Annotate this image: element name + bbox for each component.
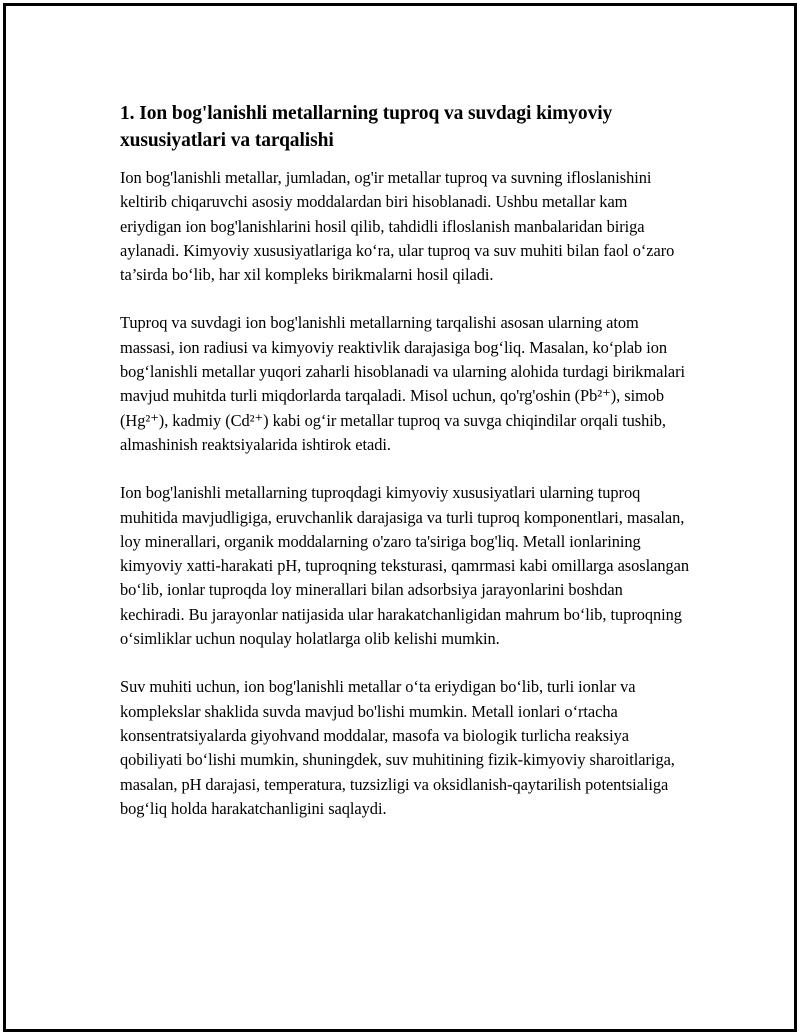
paragraph-4: Suv muhiti uchun, ion bog'lanishli metallar o‘ta eriydigan bo‘lib, turli ionlar va komplekslar shaklida suvda mavjud bo'lishi mumkin. Metall ionlari o‘rtacha konsentratsiyalarda giyohvand moddalar, masofa va biologik turlicha reaksiya qobiliyati bo‘lishi mumkin, shuningdek, suv muhitining fizik-kimyoviy sharoitlariga, masalan, pH darajasi, temperatura, tuzsizligi va oksidlanish-qaytarilish potentsialiga bog‘liq holda harakatchanligini saqlaydi. [120, 677, 675, 818]
section-heading: 1. Ion bog'lanishli metallarning tuproq va suvdagi kimyoviy xususiyatlari va tarqalishi [120, 103, 613, 151]
page-frame [3, 3, 797, 1032]
paragraph-1: Ion bog'lanishli metallar, jumladan, og'ir metallar tuproq va suvning ifloslanishini keltirib chiqaruvchi asosiy moddalardan biri hisoblanadi. Ushbu metallar kam eriydigan ion bog'lanishlarini hosil qilib, tahdidli ifloslanish manbalaridan biriga aylanadi. Kimyoviy xususiyatlariga ko‘ra, ular tuproq va suv muhiti bilan faol o‘zaro ta’sirda bo‘lib, har xil kompleks birikmalarni hosil qiladi. [120, 168, 675, 285]
document-body [120, 100, 690, 845]
paragraph-2: Tuproq va suvdagi ion bog'lanishli metallarning tarqalishi asosan ularning atom massasi, ion radiusi va kimyoviy reaktivlik darajasiga bog‘liq. Masalan, ko‘plab ion bog‘lanishli metallar yuqori zaharli hisoblanadi va ularning alohida turdagi birikmalari mavjud muhitda turli miqdorlarda tarqaladi. Misol uchun, qo'rg'oshin (Pb²⁺), simob (Hg²⁺), kadmiy (Cd²⁺) kabi og‘ir metallar tuproq va suvga chiqindilar orqali tushib, almashinish reaktsiyalarida ishtirok etadi. [120, 313, 686, 454]
paragraph-3: Ion bog'lanishli metallarning tuproqdagi kimyoviy xususiyatlari ularning tuproq muhitida mavjudligiga, eruvchanlik darajasiga va turli tuproq komponentlari, masalan, loy minerallari, organik moddalarning o'zaro ta'siriga bog'liq. Metall ionlarining kimyoviy xatti-harakati pH, tuproqning teksturasi, qamrmasi kabi omillarga asoslangan bo‘lib, ionlar tuproqda loy minerallari bilan adsorbsiya jarayonlarini boshdan kechiradi. Bu jarayonlar natijasida ular harakatchanligidan mahrum bo‘lib, tuproqning o‘simliklar uchun noqulay holatlarga olib kelishi mumkin. [120, 483, 689, 649]
